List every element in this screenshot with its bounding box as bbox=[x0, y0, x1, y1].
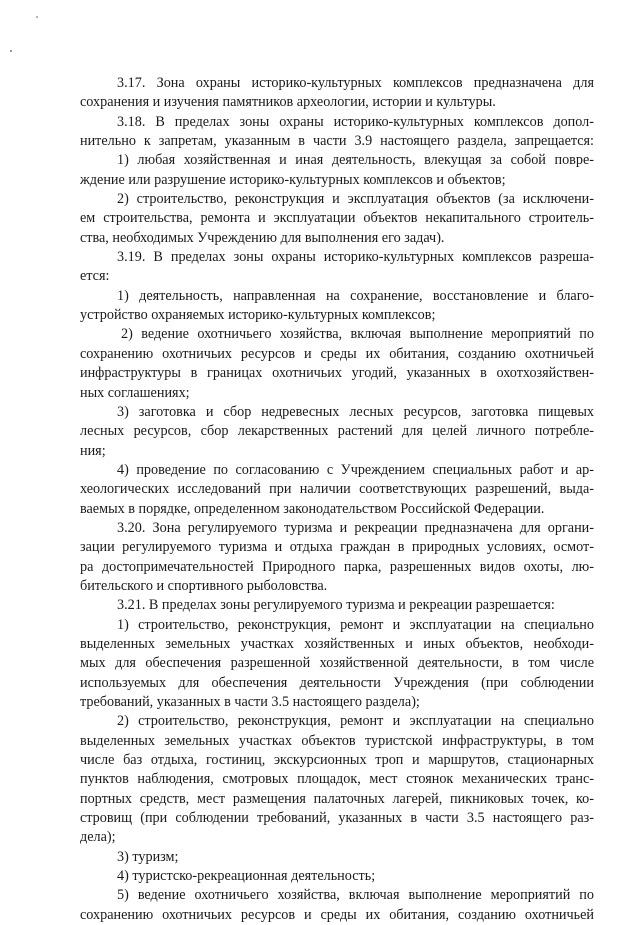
list-item-line: хеологических исследований при наличии соответствующих разрешений, выда- bbox=[80, 481, 594, 498]
list-item-line: ния; bbox=[80, 442, 106, 459]
list-item-line: стровищ (при соблюдении требований, указанных в части 3.5 настоящего раз- bbox=[80, 810, 594, 827]
list-item-line: 2) ведение охотничьего хозяйства, включая выполнение мероприятий по bbox=[121, 326, 594, 343]
list-item-line: 2) строительство, реконструкция и эксплуатация объектов (за исключени- bbox=[117, 191, 594, 208]
list-item-line: 3) туризм; bbox=[117, 848, 179, 865]
paragraph-3-21-line: 3.21. В пределах зоны регулируемого туризма и рекреации разрешается: bbox=[117, 597, 555, 614]
list-item-line: 1) любая хозяйственная и иная деятельность, влекущая за собой повре- bbox=[117, 152, 594, 169]
list-item-line: выделенных земельных участках хозяйственных и иных объектов, необходи- bbox=[80, 635, 594, 652]
list-item-line: числе баз отдыха, гостиниц, экскурсионных троп и маршрутов, стационарных bbox=[80, 752, 594, 769]
paragraph-3-17-line: сохранения и изучения памятников археологии, истории и культуры. bbox=[80, 94, 496, 111]
list-item-line: 4) проведение по согласованию с Учреждением специальных работ и ар- bbox=[117, 461, 594, 478]
list-item-line: ждение или разрушение историко-культурных комплексов и объектов; bbox=[80, 171, 506, 188]
list-item-line: ем строительства, ремонта и эксплуатации объектов некапитального строитель- bbox=[80, 210, 594, 227]
list-item-line: 4) туристско-рекреационная деятельность; bbox=[117, 868, 376, 885]
paragraph-3-20-line: ра достопримечательностей Природного парка, разрешенных видов охоты, лю- bbox=[80, 558, 594, 575]
scan-speck bbox=[36, 16, 38, 18]
list-item-line: пунктов наблюдения, смотровых площадок, мест стоянок механических транс- bbox=[80, 771, 594, 788]
list-item-line: 5) ведение охотничьего хозяйства, включая выполнение мероприятий по bbox=[117, 887, 594, 904]
list-item-line: ваемых в порядке, определенном законодательством Российской Федерации. bbox=[80, 500, 545, 517]
paragraph-3-20-line: зации регулируемого туризма и отдыха граждан в природных условиях, осмот- bbox=[80, 539, 594, 556]
list-item-line: 3) заготовка и сбор недревесных лесных ресурсов, заготовка пищевых bbox=[117, 403, 594, 420]
paragraph-3-20-line: бительского и спортивного рыболовства. bbox=[80, 577, 328, 594]
list-item-line: ства, необходимых Учреждению для выполнения его задач). bbox=[80, 229, 445, 246]
paragraph-3-17-line: 3.17. Зона охраны историко-культурных комплексов предназначена для bbox=[117, 75, 594, 91]
document-body bbox=[80, 74, 594, 925]
list-item-line: сохранению охотничьих ресурсов и среды их обитания, созданию охотничьей bbox=[80, 345, 594, 362]
list-item-line: дела); bbox=[80, 829, 116, 846]
list-item-line: сохранению охотничьих ресурсов и среды их обитания, созданию охотничьей bbox=[80, 906, 594, 923]
list-item-line: используемых для обеспечения деятельности Учреждения (при соблюдении bbox=[80, 674, 594, 691]
list-item-line: выделенных земельных участках объектов туристской инфраструктуры, в том bbox=[80, 732, 594, 749]
list-item-line: 2) строительство, реконструкция, ремонт и эксплуатации на специально bbox=[117, 713, 594, 730]
list-item-line: мых для обеспечения разрешенной хозяйственной деятельности, в том числе bbox=[80, 655, 594, 672]
list-item-line: устройство охраняемых историко-культурных комплексов; bbox=[80, 307, 436, 324]
list-item-line: инфраструктуры в границах охотничьих угодий, указанных в охотхозяйствен- bbox=[80, 365, 594, 382]
list-item-line: лесных ресурсов, сбор лекарственных растений для целей личного потребле- bbox=[80, 423, 594, 440]
list-item-line: ных соглашениях; bbox=[80, 384, 190, 401]
scan-speck bbox=[10, 50, 12, 52]
paragraph-3-20-line: 3.20. Зона регулируемого туризма и рекреации предназначена для органи- bbox=[117, 519, 594, 536]
paragraph-3-18-line: 3.18. В пределах зоны охраны историко-культурных комплексов допол- bbox=[117, 113, 594, 130]
list-item-line: 1) деятельность, направленная на сохранение, восстановление и благо- bbox=[117, 287, 594, 304]
paragraph-3-19-line: 3.19. В пределах зоны охраны историко-культурных комплексов разреша- bbox=[117, 249, 594, 266]
list-item-line: 1) строительство, реконструкция, ремонт и эксплуатации на специально bbox=[117, 616, 594, 633]
list-item-line: требований, указанных в части 3.5 настоящего раздела); bbox=[80, 694, 420, 710]
paragraph-3-18-line: нительно к запретам, указанным в части 3.9 настоящего раздела, запрещается: bbox=[80, 133, 594, 150]
paragraph-3-19-line: ется: bbox=[80, 268, 110, 285]
list-item-line: портных средств, мест размещения палаточных лагерей, пикниковых точек, ко- bbox=[80, 790, 594, 807]
